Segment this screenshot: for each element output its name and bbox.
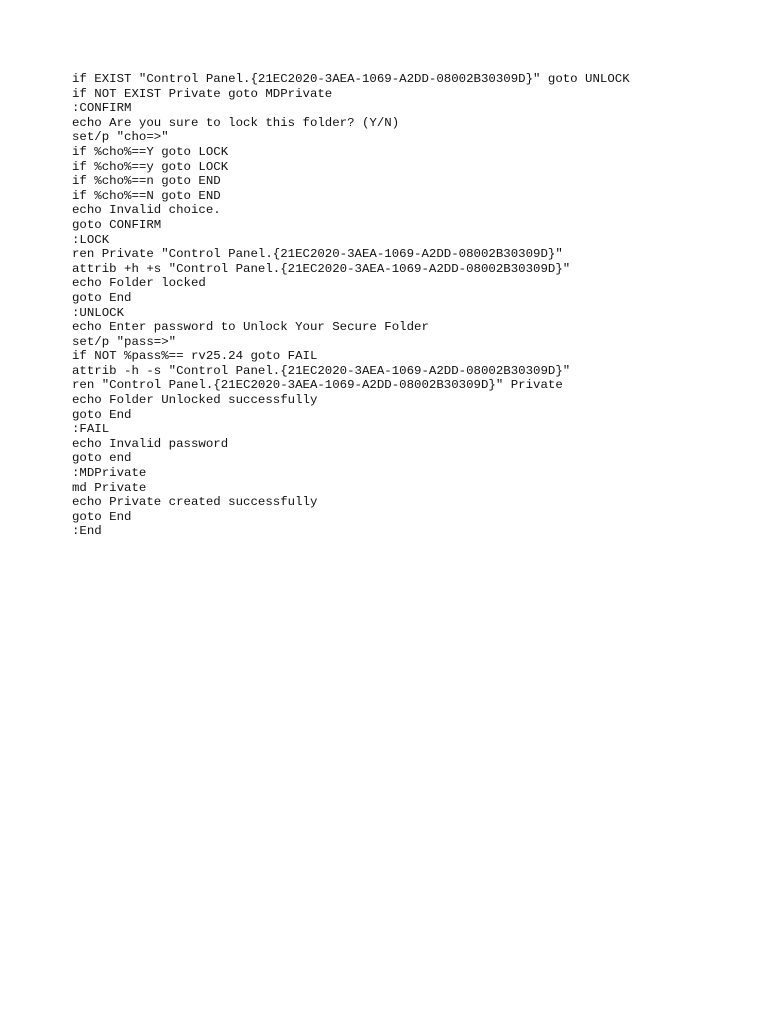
code-line: attrib +h +s "Control Panel.{21EC2020-3AEA-1069-A2DD-08002B30309D}"	[72, 261, 571, 276]
code-line: :LOCK	[72, 232, 110, 247]
code-line: ren Private "Control Panel.{21EC2020-3AEA-1069-A2DD-08002B30309D}"	[72, 247, 563, 262]
code-line: goto End	[72, 290, 132, 305]
code-line: set/p "cho=>"	[72, 130, 169, 145]
code-line: echo Folder Unlocked successfully	[72, 393, 318, 408]
code-line: goto End	[72, 509, 132, 524]
code-line: goto end	[72, 451, 132, 466]
code-line: if %cho%==y goto LOCK	[72, 159, 229, 174]
code-line: goto End	[72, 407, 132, 422]
code-line: echo Are you sure to lock this folder? (Y/N)	[72, 115, 400, 130]
code-line: ren "Control Panel.{21EC2020-3AEA-1069-A2DD-08002B30309D}" Private	[72, 378, 563, 393]
code-block	[72, 72, 630, 539]
code-line: if EXIST "Control Panel.{21EC2020-3AEA-1069-A2DD-08002B30309D}" goto UNLOCK	[72, 72, 630, 86]
code-line: :End	[72, 524, 102, 539]
code-line: echo Folder locked	[72, 276, 206, 291]
code-line: if NOT EXIST Private goto MDPrivate	[72, 86, 333, 101]
code-line: echo Invalid password	[72, 436, 229, 451]
code-line: :MDPrivate	[72, 466, 147, 481]
code-line: if NOT %pass%== rv25.24 goto FAIL	[72, 349, 318, 364]
code-line: if %cho%==Y goto LOCK	[72, 144, 229, 159]
code-line: echo Enter password to Unlock Your Secure Folder	[72, 320, 429, 335]
code-line: :UNLOCK	[72, 305, 125, 320]
code-line: md Private	[72, 480, 147, 495]
code-line: if %cho%==N goto END	[72, 188, 221, 203]
code-line: goto CONFIRM	[72, 217, 162, 232]
code-line: echo Invalid choice.	[72, 203, 221, 218]
code-line: :FAIL	[72, 422, 110, 437]
code-line: set/p "pass=>"	[72, 334, 177, 349]
code-line: echo Private created successfully	[72, 495, 318, 510]
code-line: if %cho%==n goto END	[72, 174, 221, 189]
code-line: attrib -h -s "Control Panel.{21EC2020-3AEA-1069-A2DD-08002B30309D}"	[72, 363, 571, 378]
code-line: :CONFIRM	[72, 101, 132, 116]
